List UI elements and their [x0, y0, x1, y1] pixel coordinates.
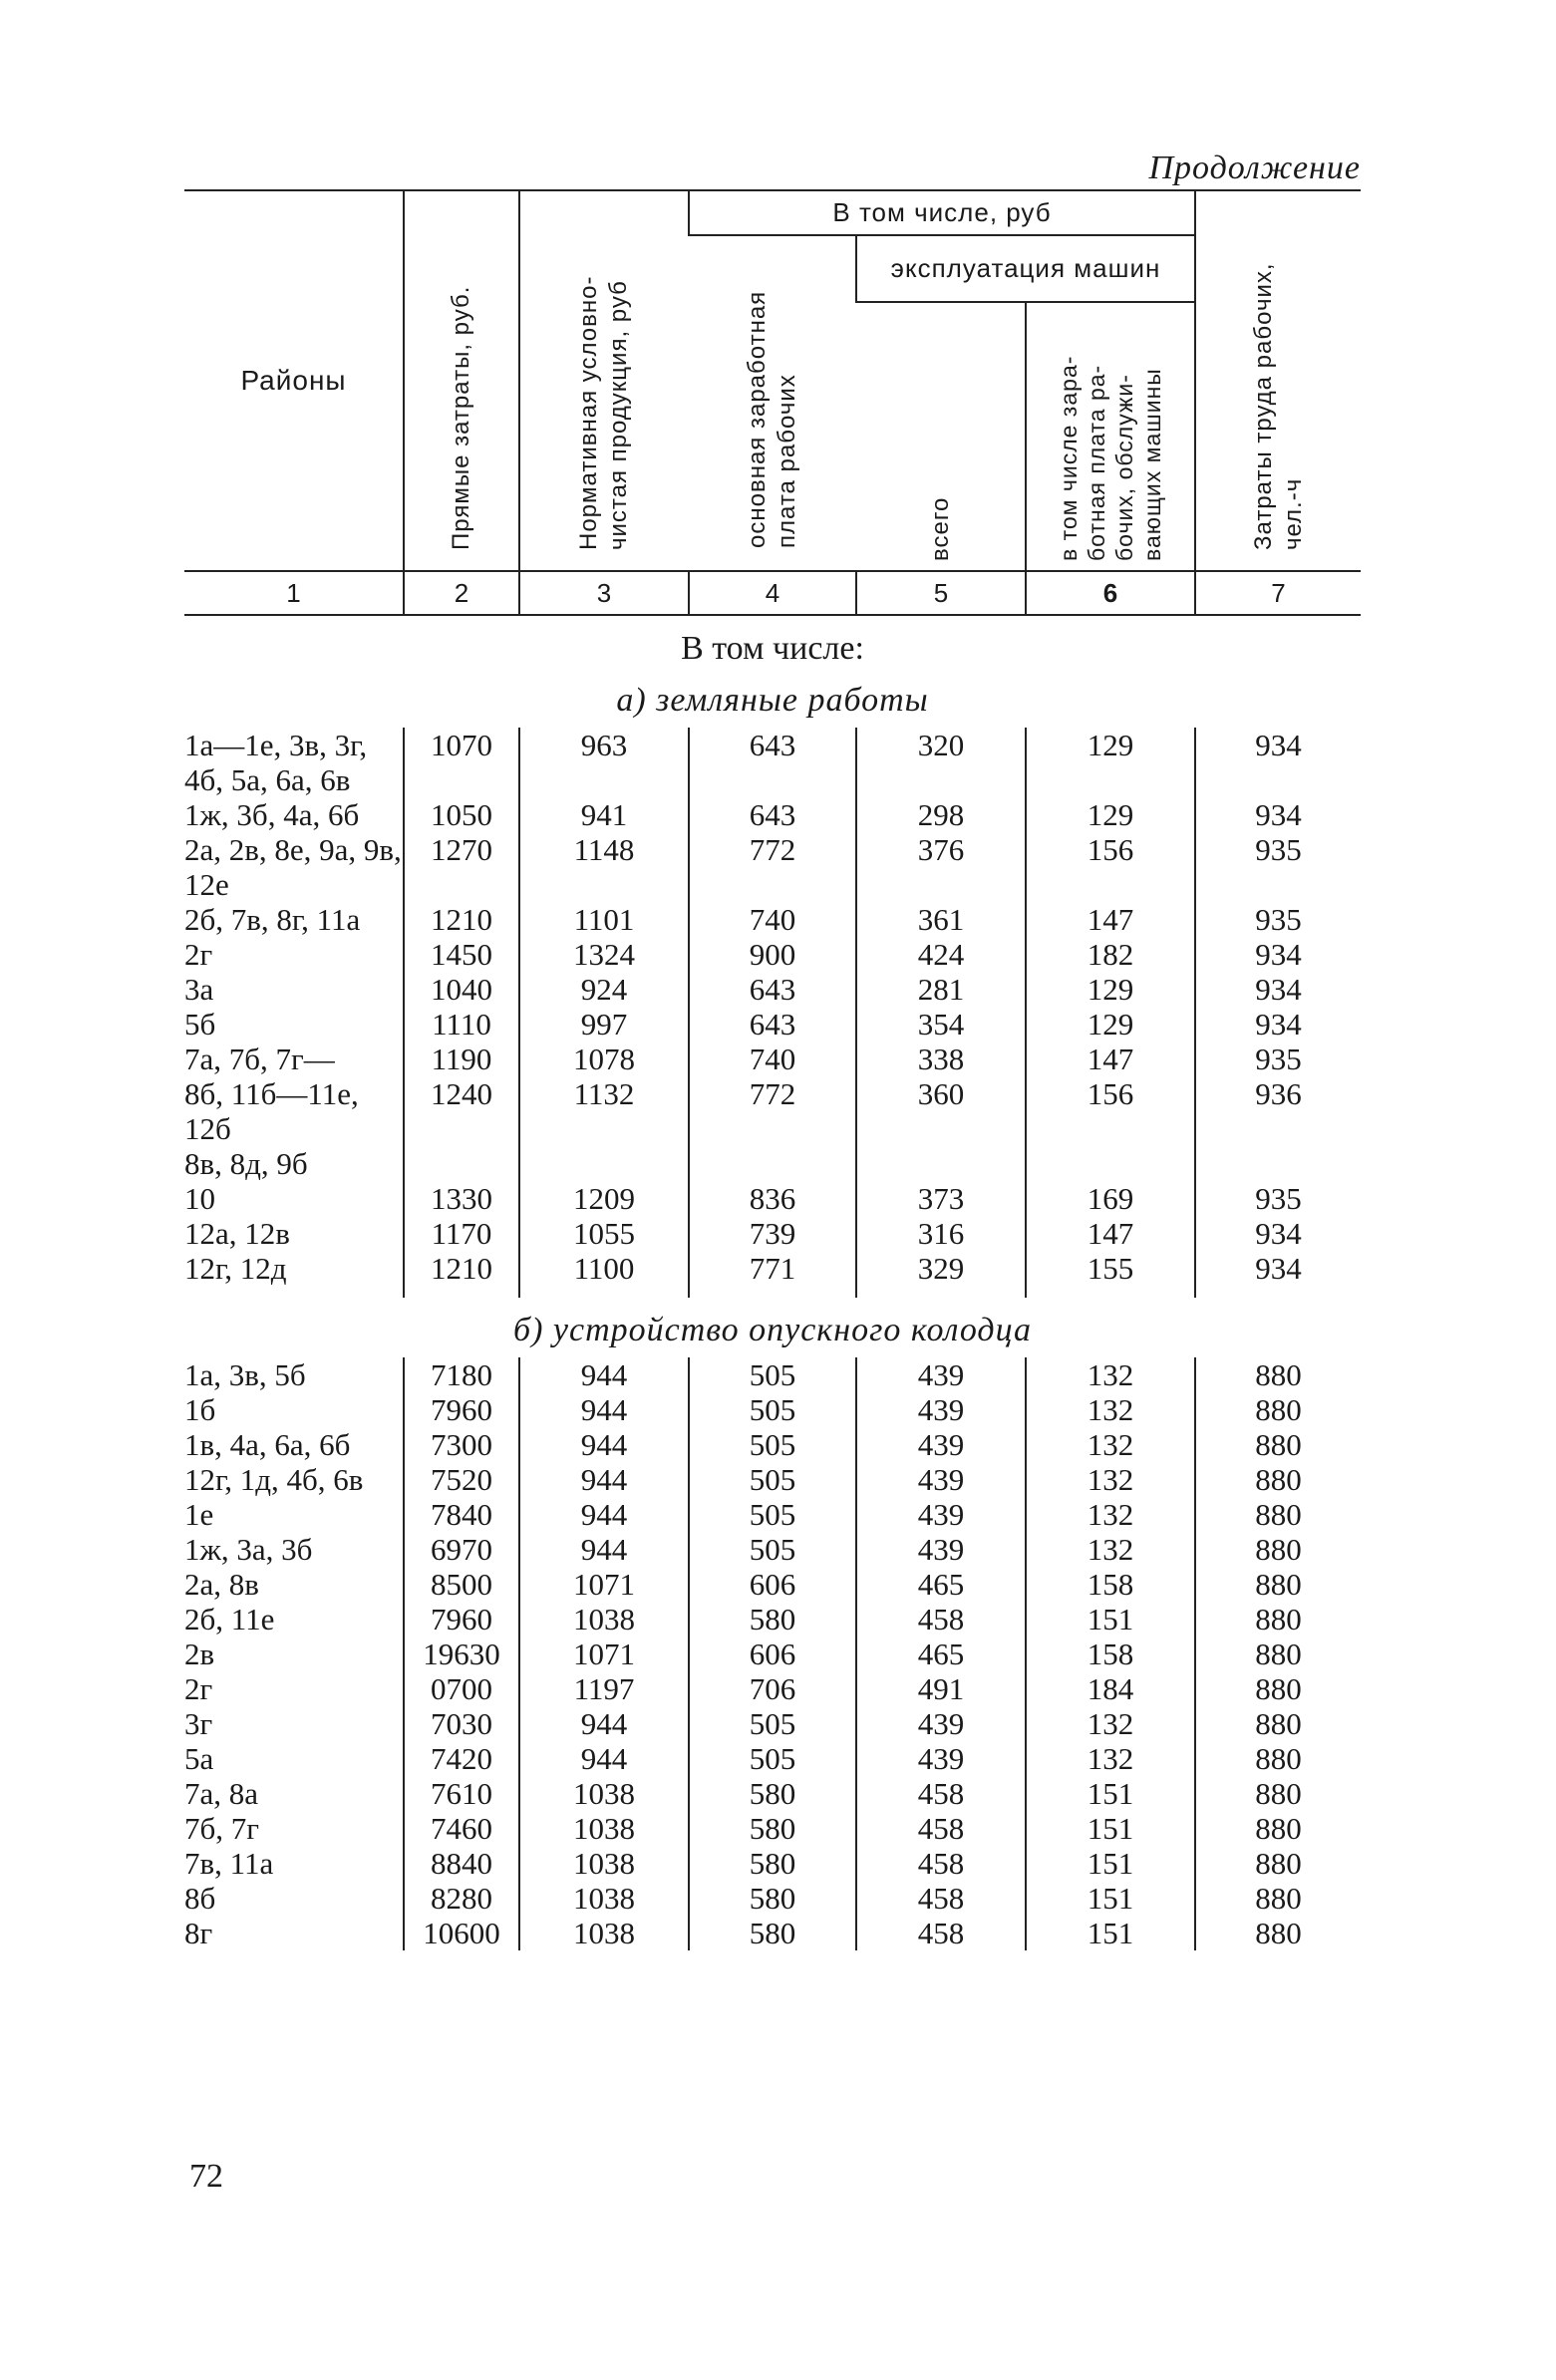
value-cell: 1197 — [519, 1671, 689, 1706]
value-cell: 19630 — [404, 1636, 519, 1671]
value-cell: 944 — [519, 1427, 689, 1462]
value-cell: 505 — [689, 1741, 856, 1776]
value-cell: 880 — [1195, 1497, 1361, 1532]
value-cell: 1038 — [519, 1881, 689, 1916]
region-cell: 7в, 11а — [184, 1846, 274, 1881]
value-cell: 944 — [519, 1741, 689, 1776]
value-cell: 936 — [1195, 1076, 1361, 1146]
table-row — [184, 1392, 1361, 1427]
value-cell: 880 — [1195, 1462, 1361, 1497]
value-cell: 376 — [856, 832, 1026, 902]
value-cell: 129 — [1026, 797, 1195, 832]
table-row — [184, 1497, 1361, 1532]
value-cell: 1210 — [404, 1251, 519, 1286]
region-cell: 2г — [184, 1671, 213, 1706]
continued-label: Продолжение — [1148, 149, 1361, 186]
region-cell: 2б, 11е — [184, 1602, 275, 1636]
value-cell: 505 — [689, 1497, 856, 1532]
value-cell: 580 — [689, 1916, 856, 1950]
value-cell: 147 — [1026, 1216, 1195, 1251]
value-cell: 963 — [519, 728, 689, 797]
value-cell: 880 — [1195, 1811, 1361, 1846]
value-cell: 7420 — [404, 1741, 519, 1776]
value-cell: 580 — [689, 1881, 856, 1916]
value-cell — [519, 1146, 689, 1181]
region-cell: 1ж, 3б, 4а, 6б — [184, 797, 360, 832]
value-cell: 169 — [1026, 1181, 1195, 1216]
value-cell: 1101 — [519, 902, 689, 937]
value-cell: 439 — [856, 1462, 1026, 1497]
column-number: 4 — [689, 571, 856, 615]
value-cell: 458 — [856, 1602, 1026, 1636]
value-cell: 439 — [856, 1706, 1026, 1741]
value-cell: 1038 — [519, 1846, 689, 1881]
value-cell: 880 — [1195, 1357, 1361, 1392]
value-cell: 458 — [856, 1881, 1026, 1916]
value-cell: 1055 — [519, 1216, 689, 1251]
value-cell: 944 — [519, 1532, 689, 1567]
table-row — [184, 1671, 1361, 1706]
value-cell: 580 — [689, 1602, 856, 1636]
value-cell: 8280 — [404, 1881, 519, 1916]
value-cell: 944 — [519, 1497, 689, 1532]
value-cell: 1071 — [519, 1567, 689, 1602]
section-title-earthworks: а) земляные работы — [616, 682, 929, 719]
value-cell: 505 — [689, 1427, 856, 1462]
table-row — [184, 1146, 1361, 1181]
value-cell: 281 — [856, 972, 1026, 1007]
region-cell: 1е — [184, 1497, 214, 1532]
value-cell: 935 — [1195, 1181, 1361, 1216]
value-cell: 360 — [856, 1076, 1026, 1146]
column-number: 2 — [404, 571, 519, 615]
table-row — [184, 1706, 1361, 1741]
region-cell: 7а, 7б, 7г— — [184, 1041, 335, 1076]
value-cell: 7960 — [404, 1602, 519, 1636]
value-cell: 465 — [856, 1567, 1026, 1602]
value-cell: 944 — [519, 1706, 689, 1741]
value-cell: 0700 — [404, 1671, 519, 1706]
table-row — [184, 1181, 1361, 1216]
value-cell: 934 — [1195, 797, 1361, 832]
value-cell: 505 — [689, 1532, 856, 1567]
header-incl-wages-machinists: в том числе зара- ботная плата ра- бочих, обслужи- вающих машины — [1026, 302, 1195, 571]
value-cell: 424 — [856, 937, 1026, 972]
region-cell: 8в, 8д, 9б — [184, 1146, 308, 1181]
value-cell: 439 — [856, 1497, 1026, 1532]
value-cell: 580 — [689, 1846, 856, 1881]
header-labor-costs: Затраты труда рабочих, чел.-ч — [1195, 190, 1361, 571]
value-cell: 491 — [856, 1671, 1026, 1706]
table-row — [184, 1427, 1361, 1462]
region-cell: 7а, 8а — [184, 1776, 259, 1811]
value-cell: 10600 — [404, 1916, 519, 1950]
value-cell: 580 — [689, 1811, 856, 1846]
region-cell: 7б, 7г — [184, 1811, 259, 1846]
value-cell: 880 — [1195, 1392, 1361, 1427]
value-cell: 132 — [1026, 1392, 1195, 1427]
value-cell: 316 — [856, 1216, 1026, 1251]
region-cell: 2б, 7в, 8г, 11а — [184, 902, 361, 937]
table-row — [184, 1811, 1361, 1846]
value-cell: 458 — [856, 1916, 1026, 1950]
region-cell: 12г, 1д, 4б, 6в — [184, 1462, 364, 1497]
value-cell: 643 — [689, 1007, 856, 1041]
value-cell: 941 — [519, 797, 689, 832]
value-cell: 1038 — [519, 1776, 689, 1811]
region-cell: 1ж, 3а, 3б — [184, 1532, 313, 1567]
value-cell: 580 — [689, 1776, 856, 1811]
section-intro-row — [184, 615, 1361, 676]
table-row — [184, 1567, 1361, 1602]
table-row — [184, 1357, 1361, 1392]
value-cell: 740 — [689, 1041, 856, 1076]
value-cell: 1170 — [404, 1216, 519, 1251]
value-cell: 1270 — [404, 832, 519, 902]
value-cell: 151 — [1026, 1881, 1195, 1916]
value-cell: 182 — [1026, 937, 1195, 972]
value-cell: 320 — [856, 728, 1026, 797]
value-cell: 151 — [1026, 1776, 1195, 1811]
value-cell: 505 — [689, 1357, 856, 1392]
table-row — [184, 1216, 1361, 1251]
value-cell: 439 — [856, 1427, 1026, 1462]
page-number: 72 — [189, 2158, 223, 2195]
column-number: 6 — [1026, 571, 1195, 615]
value-cell: 158 — [1026, 1567, 1195, 1602]
value-cell: 439 — [856, 1392, 1026, 1427]
value-cell: 944 — [519, 1357, 689, 1392]
column-number: 5 — [856, 571, 1026, 615]
value-cell: 184 — [1026, 1671, 1195, 1706]
value-cell: 129 — [1026, 972, 1195, 1007]
value-cell: 1450 — [404, 937, 519, 972]
header-regions: Районы — [184, 190, 404, 571]
value-cell: 132 — [1026, 1462, 1195, 1497]
value-cell: 944 — [519, 1392, 689, 1427]
value-cell: 934 — [1195, 1251, 1361, 1286]
value-cell: 880 — [1195, 1706, 1361, 1741]
value-cell: 1038 — [519, 1811, 689, 1846]
value-cell: 643 — [689, 797, 856, 832]
header-machine-operation: эксплуатация машин — [856, 235, 1195, 302]
value-cell: 706 — [689, 1671, 856, 1706]
value-cell: 132 — [1026, 1532, 1195, 1567]
value-cell: 329 — [856, 1251, 1026, 1286]
column-number: 7 — [1195, 571, 1361, 615]
region-cell: 2г — [184, 937, 213, 972]
table-row — [184, 1462, 1361, 1497]
column-numbers-row — [184, 571, 1361, 615]
value-cell: 132 — [1026, 1427, 1195, 1462]
region-cell: 1а—1е, 3в, 3г, 4б, 5а, 6а, 6в — [184, 728, 368, 797]
value-cell: 934 — [1195, 937, 1361, 972]
value-cell: 1110 — [404, 1007, 519, 1041]
table-row — [184, 1846, 1361, 1881]
value-cell: 156 — [1026, 832, 1195, 902]
region-cell: 1а, 3в, 5б — [184, 1357, 306, 1392]
value-cell: 1050 — [404, 797, 519, 832]
value-cell: 934 — [1195, 1216, 1361, 1251]
value-cell: 147 — [1026, 1041, 1195, 1076]
region-cell: 10 — [184, 1181, 215, 1216]
value-cell: 880 — [1195, 1636, 1361, 1671]
value-cell: 298 — [856, 797, 1026, 832]
value-cell: 151 — [1026, 1916, 1195, 1950]
value-cell: 1148 — [519, 832, 689, 902]
value-cell: 771 — [689, 1251, 856, 1286]
value-cell: 643 — [689, 728, 856, 797]
region-cell: 8б, 11б—11е, 12б — [184, 1076, 359, 1146]
value-cell: 836 — [689, 1181, 856, 1216]
value-cell: 1132 — [519, 1076, 689, 1146]
value-cell: 1100 — [519, 1251, 689, 1286]
value-cell: 880 — [1195, 1427, 1361, 1462]
table-row — [184, 1776, 1361, 1811]
value-cell: 944 — [519, 1462, 689, 1497]
value-cell: 880 — [1195, 1602, 1361, 1636]
table-row — [184, 902, 1361, 937]
caisson-rows — [184, 1357, 1361, 1950]
value-cell — [689, 1146, 856, 1181]
value-cell: 8840 — [404, 1846, 519, 1881]
table-row — [184, 797, 1361, 832]
value-cell: 935 — [1195, 1041, 1361, 1076]
value-cell: 1210 — [404, 902, 519, 937]
value-cell: 361 — [856, 902, 1026, 937]
region-cell: 2а, 2в, 8е, 9а, 9в, 12е — [184, 832, 402, 902]
table-row — [184, 1881, 1361, 1916]
header-direct-costs: Прямые затраты, руб. — [404, 190, 519, 571]
region-cell: 1в, 4а, 6а, 6б — [184, 1427, 351, 1462]
region-cell: 2в — [184, 1636, 215, 1671]
table-row — [184, 728, 1361, 797]
value-cell: 7460 — [404, 1811, 519, 1846]
value-cell: 132 — [1026, 1497, 1195, 1532]
header-base-wages: основная заработная плата рабочих — [689, 235, 856, 571]
value-cell: 7960 — [404, 1392, 519, 1427]
value-cell: 505 — [689, 1706, 856, 1741]
value-cell: 7180 — [404, 1357, 519, 1392]
value-cell: 439 — [856, 1357, 1026, 1392]
region-cell: 3г — [184, 1706, 213, 1741]
region-cell: 12г, 12д — [184, 1251, 287, 1286]
table-row — [184, 1007, 1361, 1041]
value-cell: 880 — [1195, 1741, 1361, 1776]
value-cell: 934 — [1195, 728, 1361, 797]
value-cell — [1195, 1146, 1361, 1181]
table-row — [184, 1636, 1361, 1671]
value-cell: 458 — [856, 1811, 1026, 1846]
value-cell: 1070 — [404, 728, 519, 797]
value-cell: 7030 — [404, 1706, 519, 1741]
region-cell: 12а, 12в — [184, 1216, 290, 1251]
value-cell: 505 — [689, 1392, 856, 1427]
section-title-caisson: б) устройство опускного колодца — [513, 1312, 1032, 1348]
value-cell: 880 — [1195, 1776, 1361, 1811]
value-cell: 1038 — [519, 1916, 689, 1950]
table-row — [184, 832, 1361, 902]
value-cell: 1240 — [404, 1076, 519, 1146]
region-cell: 1б — [184, 1392, 216, 1427]
value-cell: 1324 — [519, 937, 689, 972]
value-cell: 643 — [689, 972, 856, 1007]
value-cell: 739 — [689, 1216, 856, 1251]
table-row — [184, 1532, 1361, 1567]
value-cell: 935 — [1195, 832, 1361, 902]
value-cell: 129 — [1026, 1007, 1195, 1041]
value-cell: 7840 — [404, 1497, 519, 1532]
value-cell: 880 — [1195, 1846, 1361, 1881]
value-cell: 465 — [856, 1636, 1026, 1671]
region-cell: 3а — [184, 972, 214, 1007]
value-cell: 1209 — [519, 1181, 689, 1216]
value-cell: 880 — [1195, 1532, 1361, 1567]
table-row — [184, 1741, 1361, 1776]
value-cell: 880 — [1195, 1881, 1361, 1916]
table-row — [184, 1602, 1361, 1636]
value-cell: 458 — [856, 1846, 1026, 1881]
section-title-row — [184, 676, 1361, 728]
value-cell: 156 — [1026, 1076, 1195, 1146]
value-cell: 606 — [689, 1567, 856, 1602]
value-cell — [856, 1146, 1026, 1181]
value-cell: 1038 — [519, 1602, 689, 1636]
value-cell: 1078 — [519, 1041, 689, 1076]
value-cell: 880 — [1195, 1567, 1361, 1602]
earthworks-rows — [184, 728, 1361, 1286]
region-cell: 5а — [184, 1741, 214, 1776]
table-row — [184, 972, 1361, 1007]
value-cell: 880 — [1195, 1916, 1361, 1950]
table-row — [184, 937, 1361, 972]
value-cell: 606 — [689, 1636, 856, 1671]
region-cell: 8б — [184, 1881, 216, 1916]
value-cell: 6970 — [404, 1532, 519, 1567]
section-intro: В том числе: — [681, 630, 864, 667]
value-cell: 934 — [1195, 1007, 1361, 1041]
value-cell: 924 — [519, 972, 689, 1007]
value-cell — [404, 1146, 519, 1181]
cost-table — [184, 189, 1361, 1950]
value-cell: 1040 — [404, 972, 519, 1007]
value-cell: 151 — [1026, 1811, 1195, 1846]
header-total: всего — [856, 302, 1026, 571]
value-cell: 354 — [856, 1007, 1026, 1041]
column-number: 1 — [184, 571, 404, 615]
value-cell: 740 — [689, 902, 856, 937]
value-cell: 1071 — [519, 1636, 689, 1671]
value-cell: 439 — [856, 1532, 1026, 1567]
value-cell: 7520 — [404, 1462, 519, 1497]
value-cell: 997 — [519, 1007, 689, 1041]
region-cell: 8г — [184, 1916, 213, 1950]
value-cell: 129 — [1026, 728, 1195, 797]
value-cell: 151 — [1026, 1846, 1195, 1881]
section-title-row — [184, 1298, 1361, 1357]
table-row — [184, 1916, 1361, 1950]
value-cell: 151 — [1026, 1602, 1195, 1636]
value-cell: 772 — [689, 1076, 856, 1146]
value-cell: 132 — [1026, 1741, 1195, 1776]
value-cell: 8500 — [404, 1567, 519, 1602]
value-cell: 1190 — [404, 1041, 519, 1076]
value-cell: 772 — [689, 832, 856, 902]
column-number: 3 — [519, 571, 689, 615]
header-including-rub: В том числе, руб — [689, 190, 1195, 235]
value-cell: 155 — [1026, 1251, 1195, 1286]
value-cell: 7610 — [404, 1776, 519, 1811]
value-cell: 935 — [1195, 902, 1361, 937]
value-cell: 880 — [1195, 1671, 1361, 1706]
value-cell: 373 — [856, 1181, 1026, 1216]
value-cell: 158 — [1026, 1636, 1195, 1671]
value-cell: 1330 — [404, 1181, 519, 1216]
value-cell: 458 — [856, 1776, 1026, 1811]
region-cell: 2а, 8в — [184, 1567, 259, 1602]
value-cell: 505 — [689, 1462, 856, 1497]
header-normative-product: Нормативная условно- чистая продукция, руб — [519, 190, 689, 571]
table-row — [184, 1041, 1361, 1076]
value-cell: 439 — [856, 1741, 1026, 1776]
value-cell: 132 — [1026, 1706, 1195, 1741]
value-cell — [1026, 1146, 1195, 1181]
value-cell: 132 — [1026, 1357, 1195, 1392]
value-cell: 7300 — [404, 1427, 519, 1462]
value-cell: 338 — [856, 1041, 1026, 1076]
table-row — [184, 1251, 1361, 1286]
value-cell: 934 — [1195, 972, 1361, 1007]
table-row — [184, 1076, 1361, 1146]
region-cell: 5б — [184, 1007, 216, 1041]
value-cell: 900 — [689, 937, 856, 972]
value-cell: 147 — [1026, 902, 1195, 937]
table-header — [184, 190, 1361, 571]
